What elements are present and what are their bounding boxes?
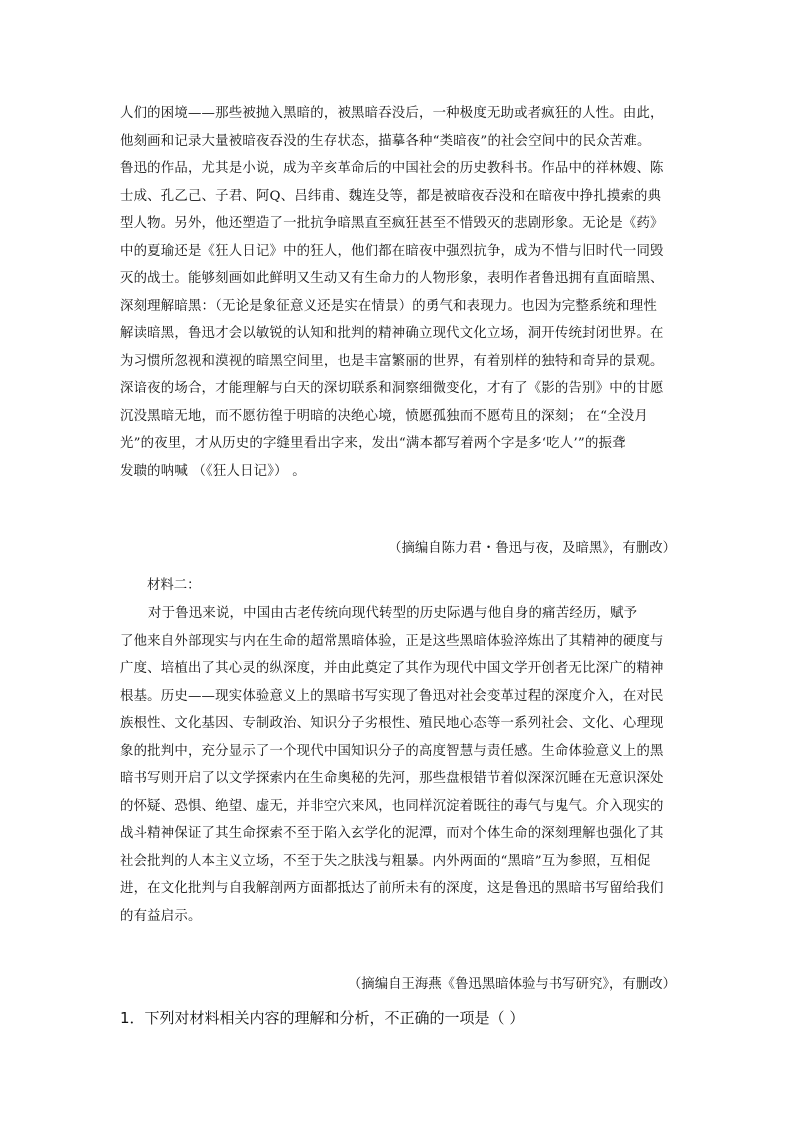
text-line: 他刻画和记录大量被暗夜吞没的生存状态，描摹各种“类暗夜”的社会空间中的民众苦难。 xyxy=(120,133,651,149)
material-one-source: （摘编自陈力君・鲁迅与夜，及暗黑》，有删改） xyxy=(388,541,676,556)
text-line: 族根性、文化基因、专制政治、知识分子劣根性、殖民地心态等一系列社会、文化、心理现 xyxy=(120,716,664,731)
text-line: 的有益启示。 xyxy=(120,908,202,924)
text-line: 了他来自外部现实与内在生命的超常黑暗体验，正是这些黑暗体验淬炼出了其精神的硬度与 xyxy=(120,633,664,649)
text-line: 为习惯所忽视和漠视的暗黑空间里，也是丰富繁丽的世界，有着别样的独特和奇异的景观。 xyxy=(120,353,664,369)
text-line: 光”的夜里，才从历史的字缝里看出字来，发出“满本都写着两个字是多‘吃人’”的振聋 xyxy=(120,436,626,451)
text-line: 灭的战士。能够刻画如此鲜明又生动又有生命力的人物形象，表明作者鲁迅拥有直面暗黑、 xyxy=(120,271,664,286)
text-line: 中的夏瑜还是《狂人日记》中的狂人，他们都在暗夜中强烈抗争，成为不惜与旧时代一同毁 xyxy=(120,243,664,259)
text-line: 人们的困境——那些被抛入黑暗的，被黑暗吞没后，一种极度无助或者疯狂的人性。由此， xyxy=(120,106,664,121)
text-line: 广度、培植出了其心灵的纵深度，并由此奠定了其作为现代中国文学开创者无比深广的精神 xyxy=(120,661,664,676)
text-line: 象的批判中，充分显示了一个现代中国知识分子的高度智慧与责任感。生命体验意义上的黑 xyxy=(120,743,664,759)
text-line: 暗书写则开启了以文学探索内在生命奥秘的先河，那些盘根错节着似深深沉睡在无意识深处 xyxy=(120,771,664,786)
text-line: 战斗精神保证了其生命探索不至于陷入玄学化的泥潭，而对个体生命的深刻理解也强化了其 xyxy=(120,826,664,841)
material-two-paragraph xyxy=(120,600,676,930)
material-one-paragraph xyxy=(120,100,676,485)
text-line: 型人物。另外，他还塑造了一批抗争暗黑直至疯狂甚至不惜毁灭的悲剧形象。无论是《药》 xyxy=(120,216,664,231)
text-line: 鲁迅的作品，尤其是小说，成为辛亥革命后的中国社会的历史教科书。作品中的祥林嫂、陈 xyxy=(120,161,664,176)
material-two-heading: 材料二： xyxy=(147,578,201,593)
material-two-source: （摘编自王海燕《鲁迅黑暗体验与书写研究》，有删改） xyxy=(347,977,676,992)
text-line: 的怀疑、恐惧、绝望、虚无，并非空穴来风，也同样沉淀着既往的毒气与鬼气。介入现实的 xyxy=(120,798,664,814)
text-line: 沉没黑暗无地，而不愿彷徨于明暗的决绝心境，愤愿孤独而不愿苟且的深刻； 在“全没月 xyxy=(120,408,648,424)
text-line: 对于鲁迅来说，中国由古老传统向现代转型的历史际遇与他自身的痛苦经历，赋予 xyxy=(148,606,638,621)
text-line: 深谙夜的场合，才能理解与白天的深切联系和洞察细微变化，才有了《影的告别》中的甘愿 xyxy=(120,381,664,396)
text-line: 发聩的呐喊 （《狂人日记》） 。 xyxy=(120,463,306,479)
text-line: 进，在文化批判与自我解剖两方面都抵达了前所未有的深度，这是鲁迅的黑暗书写留给我们 xyxy=(120,881,664,896)
text-line: 解读暗黑，鲁迅才会以敏锐的认知和批判的精神确立现代文化立场，洞开传统封闭世界。在 xyxy=(120,326,664,341)
text-line: 社会批判的人本主义立场，不至于失之肤浅与粗暴。内外两面的“黑暗”互为参照，互相促 xyxy=(120,853,651,869)
question-one-stem: 1．下列对材料相关内容的理解和分析，不正确的一项是（ ） xyxy=(120,1009,525,1027)
text-line: 士成、孔乙己、子君、阿Q、吕纬甫、魏连殳等，都是被暗夜吞没和在暗夜中挣扎摸索的典 xyxy=(120,188,662,204)
text-line: 深刻理解暗黑：（无论是象征意义还是实在情景）的勇气和表现力。也因为完整系统和理性 xyxy=(120,298,657,314)
text-line: 根基。历史——现实体验意义上的黑暗书写实现了鲁迅对社会变革过程的深度介入，在对民 xyxy=(120,688,664,704)
